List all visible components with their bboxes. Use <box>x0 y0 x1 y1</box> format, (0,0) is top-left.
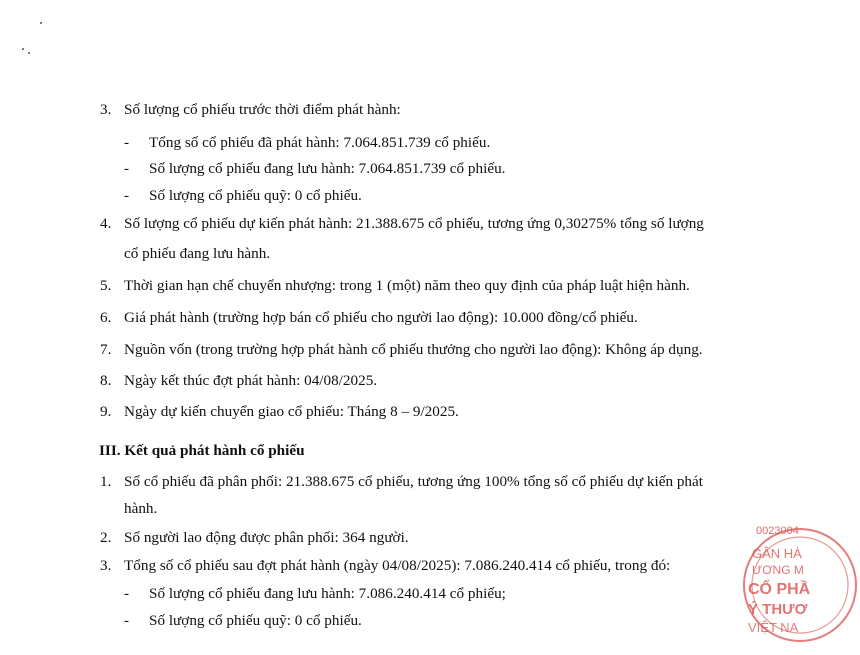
section-heading: III. Kết quả phát hành cổ phiếu <box>99 442 305 459</box>
item-number: 8. <box>100 372 112 389</box>
result-1-line2: hành. <box>124 500 158 517</box>
item-number: 9. <box>100 403 112 420</box>
item-number: 2. <box>100 529 112 546</box>
seal-graphic <box>740 510 860 650</box>
item-3c-text: Số lượng cổ phiếu quỹ: 0 cổ phiếu. <box>149 187 362 204</box>
item-number: 4. <box>100 215 112 232</box>
seal-text: VIỆT NA <box>748 620 799 635</box>
seal-text: 0023004 <box>756 525 799 537</box>
result-3b-text: Số lượng cổ phiếu quỹ: 0 cổ phiếu. <box>149 612 362 629</box>
bullet-dash: - <box>124 134 130 151</box>
item-number: 6. <box>100 309 112 326</box>
bullet-dash: - <box>124 187 130 204</box>
result-3a-text: Số lượng cổ phiếu đang lưu hành: 7.086.240.414 cổ phiếu; <box>149 585 506 602</box>
item-3b-text: Số lượng cổ phiếu đang lưu hành: 7.064.851.739 cổ phiếu. <box>149 160 506 177</box>
item-3a-text: Tổng số cổ phiếu đã phát hành: 7.064.851.739 cổ phiếu. <box>149 134 491 151</box>
result-1-line1: Số cổ phiếu đã phân phối: 21.388.675 cổ phiếu, tương ứng 100% tổng số cổ phiếu dự kiến phát <box>124 473 703 490</box>
item-number: 5. <box>100 277 112 294</box>
bullet-dash: - <box>124 160 130 177</box>
seal-text: Ý THƯƠ <box>748 601 808 618</box>
item-4-line2: cổ phiếu đang lưu hành. <box>124 245 271 262</box>
scan-specks <box>22 22 46 52</box>
item-4-line1: Số lượng cổ phiếu dự kiến phát hành: 21.388.675 cổ phiếu, tương ứng 0,30275% tổng số lượng <box>124 215 704 232</box>
seal-text: CỔ PHẦ <box>748 581 811 598</box>
item-number: 3. <box>100 557 112 574</box>
item-5-text: Thời gian hạn chế chuyển nhượng: trong 1 (một) năm theo quy định của pháp luật hiện hành. <box>124 277 690 294</box>
bullet-dash: - <box>124 612 130 629</box>
result-2-text: Số người lao động được phân phối: 364 người. <box>124 529 409 546</box>
seal-text: GÂN HÀ <box>752 546 802 561</box>
item-3-text: Số lượng cổ phiếu trước thời điểm phát hành: <box>124 101 401 118</box>
company-seal <box>740 510 860 650</box>
item-number: 1. <box>100 473 112 490</box>
item-number: 3. <box>100 101 112 118</box>
item-8-text: Ngày kết thúc đợt phát hành: 04/08/2025. <box>124 372 378 389</box>
result-3-text: Tổng số cổ phiếu sau đợt phát hành (ngày 04/08/2025): 7.086.240.414 cổ phiếu, trong đó: <box>124 557 671 574</box>
item-6-text: Giá phát hành (trường hợp bán cổ phiếu cho người lao động): 10.000 đồng/cổ phiếu. <box>124 309 638 326</box>
bullet-dash: - <box>124 585 130 602</box>
item-7-text: Nguồn vốn (trong trường hợp phát hành cổ phiếu thưởng cho người lao động): Không áp dụng. <box>124 341 703 358</box>
seal-text: ƯƠNG M <box>752 563 804 577</box>
item-9-text: Ngày dự kiến chuyển giao cổ phiếu: Tháng 8 – 9/2025. <box>124 403 459 420</box>
item-number: 7. <box>100 341 112 358</box>
